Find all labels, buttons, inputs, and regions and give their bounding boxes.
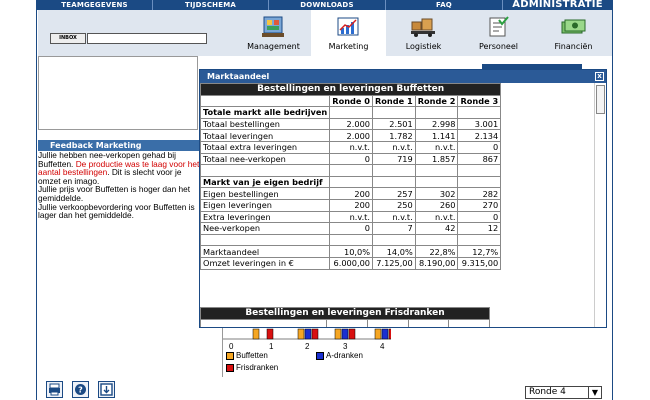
table-cell: Omzet leveringen in € <box>201 257 330 269</box>
popup-scroll-area[interactable] <box>200 83 606 327</box>
table-cell: 270 <box>458 199 501 211</box>
bottom-toolbar <box>46 381 115 398</box>
tab-personeel[interactable] <box>461 10 536 56</box>
table-cell: 260 <box>415 199 458 211</box>
table-cell: 42 <box>415 223 458 235</box>
tab-management-label: Management <box>247 42 300 51</box>
chart-ticks <box>229 342 385 351</box>
frisdranken-table <box>200 307 490 327</box>
right-frame-border <box>612 0 613 400</box>
popup-title: Marktaandeel <box>207 72 270 81</box>
module-tabs <box>236 10 612 56</box>
chart-bar <box>267 329 273 339</box>
legend-swatch-frisdranken <box>226 364 234 372</box>
marketing-icon <box>335 16 361 38</box>
inbox-input[interactable] <box>87 33 207 44</box>
financien-icon <box>560 16 586 38</box>
round-select-value: Ronde 4 <box>529 387 566 397</box>
table-cell: 0 <box>458 211 501 223</box>
legend-swatch-adranken <box>316 352 324 360</box>
chart-x-tick: 2 <box>305 342 310 351</box>
left-content-panel <box>38 56 198 130</box>
management-icon <box>260 16 286 38</box>
table-cell: Ronde 1 <box>373 95 416 107</box>
table-cell <box>201 234 330 246</box>
table-cell: Totaal bestellingen <box>201 118 330 130</box>
tab-financien[interactable] <box>536 10 611 56</box>
table-cell <box>330 176 373 188</box>
table-cell <box>458 176 501 188</box>
table-cell <box>201 165 330 177</box>
table-cell <box>415 165 458 177</box>
table-cell: 2.998 <box>415 118 458 130</box>
table-cell: n.v.t. <box>330 141 373 153</box>
print-button[interactable] <box>46 381 63 398</box>
table-row <box>201 107 501 119</box>
chart-bar <box>375 329 381 339</box>
svg-text:?: ? <box>78 385 83 395</box>
table-cell: 302 <box>415 188 458 200</box>
table-cell: 8.190,00 <box>415 257 458 269</box>
nav-downloads[interactable]: DOWNLOADS <box>269 0 386 10</box>
chart-bar <box>382 329 388 339</box>
nav-administratie[interactable]: ADMINISTRATIE <box>512 0 603 10</box>
chart-x-tick: 1 <box>269 342 274 351</box>
table-cell: n.v.t. <box>415 141 458 153</box>
table-cell: Ronde 0 <box>330 95 373 107</box>
logistiek-icon <box>410 16 436 38</box>
table-cell: Eigen leveringen <box>201 199 330 211</box>
table-cell: n.v.t. <box>373 141 416 153</box>
table-cell: 0 <box>330 223 373 235</box>
table-cell: 250 <box>373 199 416 211</box>
table-cell: 22,8% <box>415 246 458 258</box>
table-cell: 12 <box>458 223 501 235</box>
table2-header-cell <box>408 319 449 327</box>
marktaandeel-popup <box>199 69 607 328</box>
table-cell: Ronde 2 <box>415 95 458 107</box>
table-cell: 1.857 <box>415 153 458 165</box>
feedback-panel <box>38 140 200 228</box>
printer-icon <box>47 382 62 397</box>
frisdranken-caption: Bestellingen en leveringen Frisdranken <box>201 308 490 320</box>
close-icon[interactable]: x <box>595 72 604 81</box>
nav-teamgegevens[interactable]: TEAMGEGEVENS <box>37 0 153 10</box>
chart-bar <box>389 329 391 339</box>
table-cell: 3.001 <box>458 118 501 130</box>
table-cell <box>458 107 501 119</box>
table-row <box>201 153 501 165</box>
chart-x-tick: 4 <box>380 342 385 351</box>
table-cell <box>373 165 416 177</box>
chart-bars <box>253 329 391 339</box>
chart-bar <box>349 329 355 339</box>
chart-bar <box>335 329 341 339</box>
legend-item-frisdranken <box>226 363 278 372</box>
table-row <box>201 130 501 142</box>
feedback-line1: Jullie hebben nee-verkopen gehad bij Buffetten. <box>38 150 176 169</box>
table-row <box>201 118 501 130</box>
tab-logistiek-label: Logistiek <box>405 42 442 51</box>
download-button[interactable] <box>98 381 115 398</box>
feedback-body <box>38 151 200 220</box>
table-cell: 2.000 <box>330 118 373 130</box>
nav-tijdschema[interactable]: TIJDSCHEMA <box>153 0 269 10</box>
left-frame-border <box>36 0 37 400</box>
table-cell <box>201 95 330 107</box>
inbox-area <box>38 10 236 56</box>
table-cell <box>330 107 373 119</box>
help-icon <box>73 382 88 397</box>
chart-bar <box>312 329 318 339</box>
popup-scrollbar[interactable] <box>594 83 606 327</box>
table-cell: 257 <box>373 188 416 200</box>
table-cell: 7 <box>373 223 416 235</box>
table-cell: Nee-verkopen <box>201 223 330 235</box>
table-cell: 2.501 <box>373 118 416 130</box>
table-cell <box>373 234 416 246</box>
table-cell: 1.141 <box>415 130 458 142</box>
table-cell: Markt van je eigen bedrijf <box>201 176 330 188</box>
table-cell: 0 <box>330 153 373 165</box>
chart-bar <box>305 329 311 339</box>
buffetten-table <box>200 83 501 270</box>
table-cell: Totaal extra leveringen <box>201 141 330 153</box>
table-cell: 200 <box>330 188 373 200</box>
table-cell: Ronde 3 <box>458 95 501 107</box>
chart-x-tick: 0 <box>229 342 234 351</box>
table-row <box>201 234 501 246</box>
table-cell: 719 <box>373 153 416 165</box>
table-cell: n.v.t. <box>415 211 458 223</box>
top-navigation <box>37 0 612 10</box>
table-cell: Totaal leveringen <box>201 130 330 142</box>
table-cell: Totaal nee-verkopen <box>201 153 330 165</box>
table-cell: Extra leveringen <box>201 211 330 223</box>
table2-header-cell <box>327 319 368 327</box>
table-cell: 6.000,00 <box>330 257 373 269</box>
legend-label-frisdranken: Frisdranken <box>236 363 279 372</box>
table-cell: 200 <box>330 199 373 211</box>
table-cell: 9.315,00 <box>458 257 501 269</box>
table-row <box>201 188 501 200</box>
chart-x-tick: 3 <box>343 342 348 351</box>
table-cell: 867 <box>458 153 501 165</box>
inbox-button[interactable]: INBOX <box>50 33 86 44</box>
table-row <box>201 211 501 223</box>
legend-label-adranken: A-dranken <box>326 351 363 360</box>
table-row <box>201 257 501 269</box>
table-cell: 0 <box>458 141 501 153</box>
feedback-line2: Jullie prijs voor Buffetten is hoger dan het gemiddelde. <box>38 184 191 203</box>
table-row <box>201 95 501 107</box>
table-cell: 282 <box>458 188 501 200</box>
table-row <box>201 176 501 188</box>
tab-logistiek[interactable] <box>386 10 461 56</box>
popup-scroll-thumb[interactable] <box>596 85 605 114</box>
legend-item-buffetten <box>226 351 268 360</box>
chart-bar <box>253 329 259 339</box>
legend-item-adranken <box>316 351 363 360</box>
table-cell: 12,7% <box>458 246 501 258</box>
table-cell <box>458 234 501 246</box>
table2-header-cell <box>449 319 490 327</box>
table-row <box>201 199 501 211</box>
feedback-title: Feedback Marketing <box>38 140 200 151</box>
table-row <box>201 246 501 258</box>
table-cell <box>458 165 501 177</box>
table-cell: 1.782 <box>373 130 416 142</box>
feedback-line3: Jullie verkoopbevordering voor Buffetten is lager dan het gemiddelde. <box>38 201 195 221</box>
table2-header-cell <box>367 319 408 327</box>
personeel-icon <box>485 16 511 38</box>
tab-personeel-label: Personeel <box>479 42 518 51</box>
nav-faq[interactable]: FAQ <box>386 0 503 10</box>
legend-swatch-buffetten <box>226 352 234 360</box>
table-cell: 7.125,00 <box>373 257 416 269</box>
table-cell <box>373 107 416 119</box>
table-cell: Marktaandeel <box>201 246 330 258</box>
tab-financien-label: Financiën <box>554 42 593 51</box>
chart-bar <box>342 329 348 339</box>
download-icon <box>99 382 114 397</box>
help-button[interactable] <box>72 381 89 398</box>
legend-label-buffetten: Buffetten <box>236 351 268 360</box>
feedback-line1-end: . Dit is slecht voor je omzet en imago. <box>38 167 182 186</box>
table-cell: Totale markt alle bedrijven <box>201 107 330 119</box>
feedback-line1-red: De productie was te laag voor het aantal bestellingen <box>38 158 200 178</box>
table-row <box>201 141 501 153</box>
table-row <box>201 84 501 96</box>
table-cell: 14,0% <box>373 246 416 258</box>
table-cell <box>415 107 458 119</box>
table-cell: 10,0% <box>330 246 373 258</box>
table-cell <box>415 176 458 188</box>
table-cell: Eigen bestellingen <box>201 188 330 200</box>
table-cell <box>330 165 373 177</box>
table-cell: Bestellingen en leveringen Buffetten <box>201 84 501 96</box>
table-cell <box>373 176 416 188</box>
sales-chart-svg <box>223 327 391 351</box>
chart-bar <box>298 329 304 339</box>
table-cell: n.v.t. <box>373 211 416 223</box>
table-cell <box>415 234 458 246</box>
table-row <box>201 223 501 235</box>
popup-titlebar <box>200 70 606 83</box>
table-row <box>201 165 501 177</box>
tab-management[interactable] <box>236 10 311 56</box>
table2-header-blank <box>201 319 327 327</box>
table-cell <box>330 234 373 246</box>
round-select[interactable] <box>525 386 602 399</box>
table-cell: n.v.t. <box>330 211 373 223</box>
chevron-down-icon[interactable]: ▼ <box>588 387 601 398</box>
tab-marketing[interactable] <box>311 10 386 56</box>
table-cell: 2.000 <box>330 130 373 142</box>
table-cell: 2.134 <box>458 130 501 142</box>
tab-marketing-label: Marketing <box>328 42 369 51</box>
